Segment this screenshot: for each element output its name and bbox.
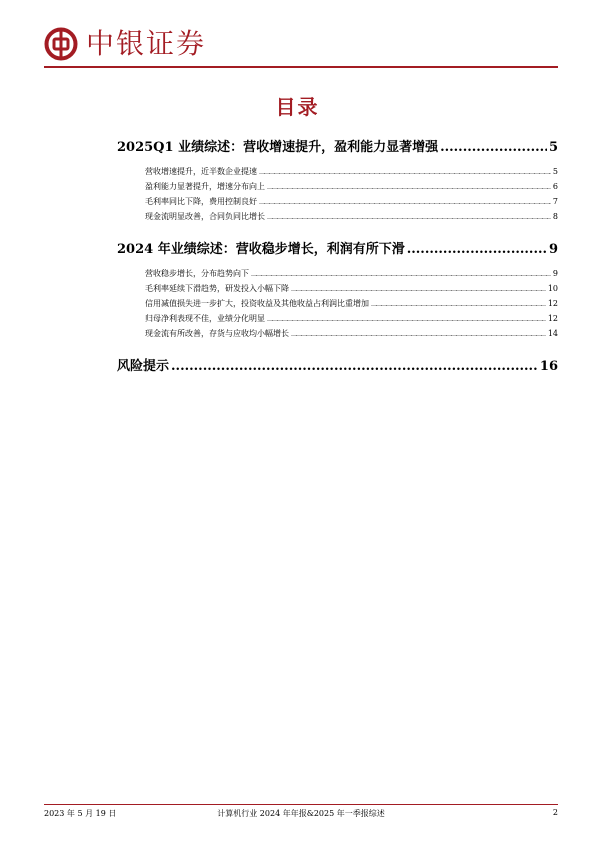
toc-entry[interactable] [117, 328, 558, 343]
toc-entry[interactable] [117, 136, 558, 156]
toc-entry[interactable] [117, 268, 558, 283]
toc-title: 目录 [275, 95, 320, 119]
toc-entry-text: 营收稳步增长，分布趋势向下 [145, 269, 249, 278]
toc-leader-dots [267, 182, 551, 191]
toc-entry-text: 毛利率同比下降，费用控制良好 [145, 197, 257, 206]
toc-leader-dots [407, 242, 547, 257]
toc-entry[interactable] [117, 196, 558, 211]
toc-leader-dots [259, 197, 551, 206]
toc-entry-page: 16 [539, 359, 558, 374]
toc-leader-dots [291, 284, 546, 293]
toc-entry-page: 5 [548, 140, 558, 155]
toc-entry-page: 10 [547, 284, 558, 293]
toc-leader-dots [267, 212, 551, 221]
bank-of-china-logo-icon [44, 27, 78, 61]
page-footer [44, 808, 558, 819]
toc-entry-page: 14 [547, 329, 558, 338]
toc-leader-dots [251, 269, 551, 278]
toc-entry[interactable] [117, 166, 558, 181]
footer-date: 2023 年 5 月 19 日 [44, 809, 117, 818]
toc-entry-page: 9 [548, 242, 558, 257]
toc-entry[interactable] [117, 298, 558, 313]
toc-leader-dots [171, 359, 538, 374]
toc-leader-dots [267, 314, 546, 323]
page-header [44, 22, 206, 66]
page-number: 2 [552, 808, 558, 817]
toc-entry-page: 6 [552, 182, 558, 191]
brand-name: 中银证券 [86, 27, 207, 60]
toc-entry-text: 归母净利表现不佳，业绩分化明显 [145, 314, 265, 323]
toc-entry-text: 营收增速提升，近半数企业提速 [145, 167, 257, 176]
toc-entry-page: 9 [552, 269, 558, 278]
toc-entry-page: 5 [552, 167, 558, 176]
toc-leader-dots [371, 299, 546, 308]
toc-leader-dots [440, 140, 547, 155]
toc-entry-page: 8 [552, 212, 558, 221]
toc-entry[interactable] [117, 355, 558, 375]
toc-entry-text: 风险提示 [117, 359, 170, 374]
toc-leader-dots [259, 167, 551, 176]
toc-entry-text: 2024 年业绩综述：营收稳步增长，利润有所下滑 [117, 242, 405, 257]
toc-entry-text: 现金流有所改善，存货与应收均小幅增长 [145, 329, 289, 338]
footer-divider [44, 804, 558, 805]
header-divider [44, 66, 558, 68]
toc-entry[interactable] [117, 211, 558, 226]
toc-entry[interactable] [117, 283, 558, 298]
toc-entry-text: 信用减值损失进一步扩大，投资收益及其他收益占利润比重增加 [145, 299, 369, 308]
toc-entry-page: 12 [547, 299, 558, 308]
toc-entry[interactable] [117, 238, 558, 258]
toc-entry-page: 12 [547, 314, 558, 323]
toc-leader-dots [291, 329, 546, 338]
table-of-contents [117, 136, 558, 375]
toc-entry-text: 现金流明显改善，合同负同比增长 [145, 212, 265, 221]
toc-entry-page: 7 [552, 197, 558, 206]
toc-entry-text: 盈利能力显著提升，增速分布向上 [145, 182, 265, 191]
toc-entry-text: 毛利率延续下滑趋势，研发投入小幅下降 [145, 284, 289, 293]
toc-entry[interactable] [117, 181, 558, 196]
toc-entry[interactable] [117, 313, 558, 328]
footer-doc-title: 计算机行业 2024 年年报&2025 年一季报综述 [217, 809, 385, 818]
toc-entry-text: 2025Q1 业绩综述：营收增速提升，盈利能力显著增强 [117, 140, 439, 155]
